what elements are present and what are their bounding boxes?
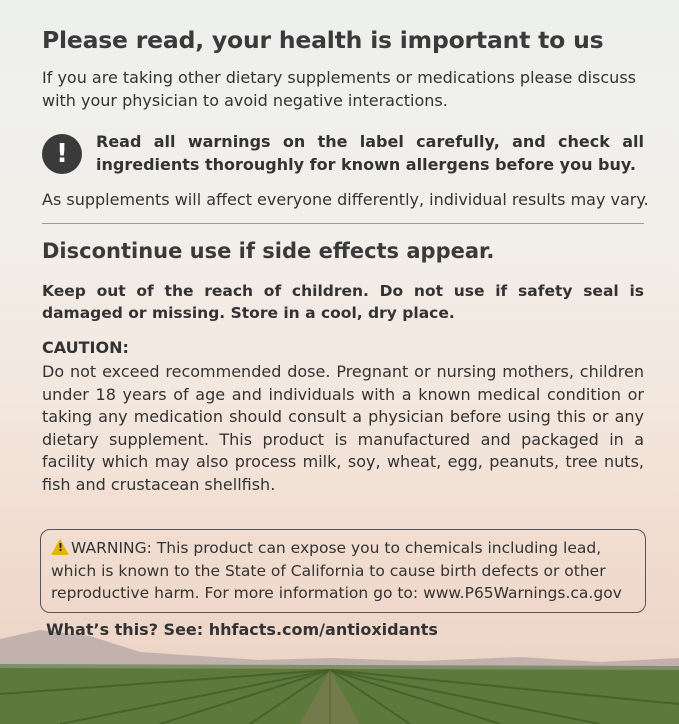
caution-heading: CAUTION: [42, 338, 129, 357]
farm-field-background [0, 624, 679, 724]
alert-text: Read all warnings on the label carefully, and check all ingredients thoroughly for known allergens before you buy. [96, 132, 644, 174]
footer-link-text: What’s this? See: hhfacts.com/antioxidants [46, 620, 438, 639]
warning-triangle-icon [51, 539, 69, 555]
prop65-warning-box [40, 529, 646, 613]
exclamation-icon: ! [42, 134, 82, 174]
warning-text: WARNING: This product can expose you to chemicals including lead, which is known to the State of California to cause birth defects or other reproductive harm. For more information go to: www.P65Warnings.ca.gov [51, 539, 622, 602]
intro-text: If you are taking other dietary supplements or medications please discuss with your physician to avoid negative interactions. [42, 68, 636, 110]
page-title: Please read, your health is important to us [42, 26, 604, 54]
caution-text: Do not exceed recommended dose. Pregnant or nursing mothers, children under 18 years of age and individuals with a known medical condition or taking any medication should consult a physician before using this or any dietary supplement. This product is manufactured and packaged in a facility which may also process milk, soy, wheat, egg, peanuts, tree nuts, fish and crustacean shellfish. [42, 362, 644, 494]
results-note: As supplements will affect everyone differently, individual results may vary. [42, 190, 649, 209]
storage-text: Keep out of the reach of children. Do not use if safety seal is damaged or missing. Store in a cool, dry place. [42, 282, 644, 322]
allergen-alert [42, 130, 644, 174]
divider [42, 223, 644, 224]
discontinue-heading: Discontinue use if side effects appear. [42, 239, 495, 263]
